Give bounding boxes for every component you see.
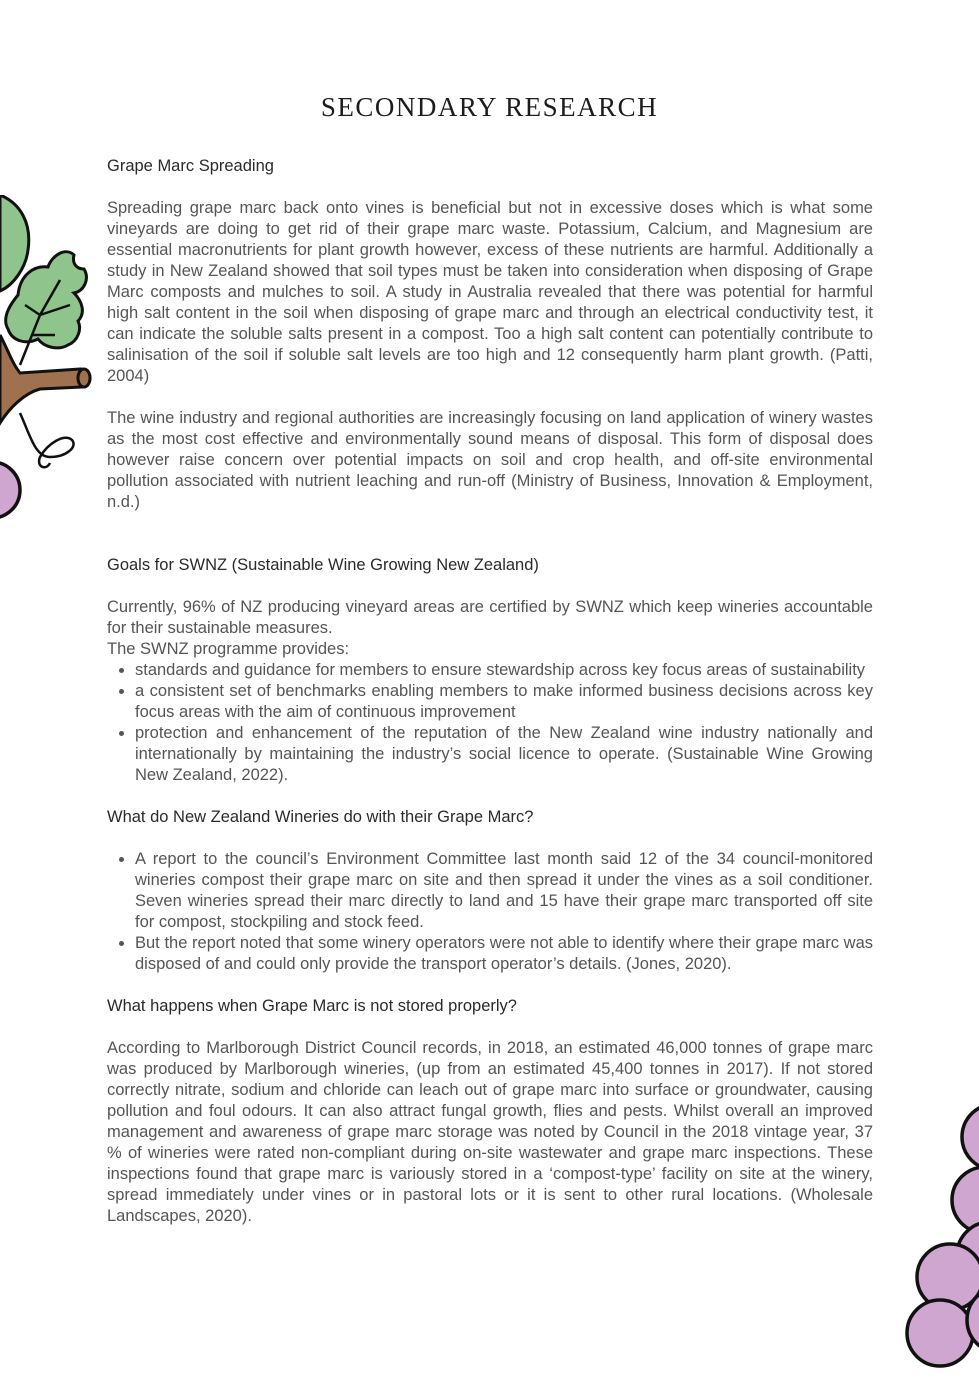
- list-item: • A report to the council’s Environment Committee last month said 12 of the 34 council-monitored wineries compost their grape marc on site and then spread it under the vines as a soil conditioner. Seven wineries spread their marc directly to land and 15 have their grape marc transported off site for compost, stockpiling and stock feed.: [135, 849, 873, 933]
- paragraph-swnz-intro: The SWNZ programme provides:: [107, 640, 350, 658]
- swnz-bullet-list: [107, 660, 873, 786]
- list-item: • protection and enhancement of the reputation of the New Zealand wine industry nationally and internationally by maintaining the industry’s social licence to operate. (Sustainable Wine Growing New Zealand, 2022).: [135, 723, 873, 786]
- section-heading-swnz-goals: Goals for SWNZ (Sustainable Wine Growing New Zealand): [107, 556, 539, 574]
- document-body: [107, 156, 873, 1227]
- paragraph-spreading: Spreading grape marc back onto vines is beneficial but not in excessive doses which is what some vineyards are doing to get rid of their grape marc waste. Potassium, Calcium, and Magnesium are essential macronutrients for plant growth however, excess of these nutrients are harmful. Additionally a study in New Zealand showed that soil types must be taken into consideration when disposing of Grape Marc composts and mulches to soil. A study in Australia revealed that there was potential for harmful high salt content in the soil when disposing of grape marc and through an electrical conductivity test, it can indicate the soluble salts present in a compost. Too a high salt content can potentially contribute to salinisation of the soil if soluble salt levels are too high and 12 consequently harm plant growth. (Patti, 2004): [107, 199, 873, 385]
- section-heading-grape-marc-spreading: Grape Marc Spreading: [107, 157, 274, 175]
- grape-cluster-illustration: [900, 1095, 979, 1386]
- grape-2: [952, 1167, 979, 1233]
- list-item: • But the report noted that some winery operators were not able to identify where their grape marc was disposed of and could only provide the transport operator’s details. (Jones, 2020).: [135, 933, 873, 975]
- grape-1: [962, 1104, 979, 1170]
- wineries-bullet-list: [107, 849, 873, 975]
- section-heading-nz-wineries: What do New Zealand Wineries do with their Grape Marc?: [107, 808, 534, 826]
- page-title: SECONDARY RESEARCH: [320, 92, 659, 122]
- list-item: • standards and guidance for members to ensure stewardship across key focus areas of sustainability: [135, 660, 873, 681]
- section-heading-storage: What happens when Grape Marc is not stored properly?: [107, 997, 517, 1015]
- list-item: • a consistent set of benchmarks enabling members to make informed business decisions across key focus areas with the aim of continuous improvement: [135, 681, 873, 723]
- paragraph-swnz-certified: Currently, 96% of NZ producing vineyard areas are certified by SWNZ which keep wineries accountable for their sustainable measures.: [107, 598, 873, 637]
- grape-5: [907, 1300, 973, 1366]
- grape-vine-illustration: [0, 195, 100, 535]
- paragraph-land-application: The wine industry and regional authorities are increasingly focusing on land application of winery wastes as the most cost effective and environmentally sound means of disposal. This form of disposal does however raise concern over potential impacts on soil and crop health, and off-site environmental pollution associated with nutrient leaching and run-off (Ministry of Business, Innovation & Employment, n.d.): [107, 409, 873, 511]
- tendril-curl: [20, 413, 74, 467]
- paragraph-marlborough-records: According to Marlborough District Council records, in 2018, an estimated 46,000 tonnes of grape marc was produced by Marlborough wineries, (up from an estimated 45,400 tonnes in 2017). If not stored correctly nitrate, sodium and chloride can leach out of grape marc into surface or groundwater, causing pollution and foul odours. It can also attract fungal growth, flies and pests. Whilst overall an improved management and awareness of grape marc storage was noted by Council in the 2018 vintage year, 37 % of wineries were rated non-compliant during on-site wastewater and grape marc inspections. These inspections found that grape marc is variously stored in a ‘compost-type’ facility on site at the winery, spread immediately under vines or in pastoral lots or it is sent to other rural locations. (Wholesale Landscapes, 2020).: [107, 1039, 873, 1225]
- grape-left: [0, 462, 20, 518]
